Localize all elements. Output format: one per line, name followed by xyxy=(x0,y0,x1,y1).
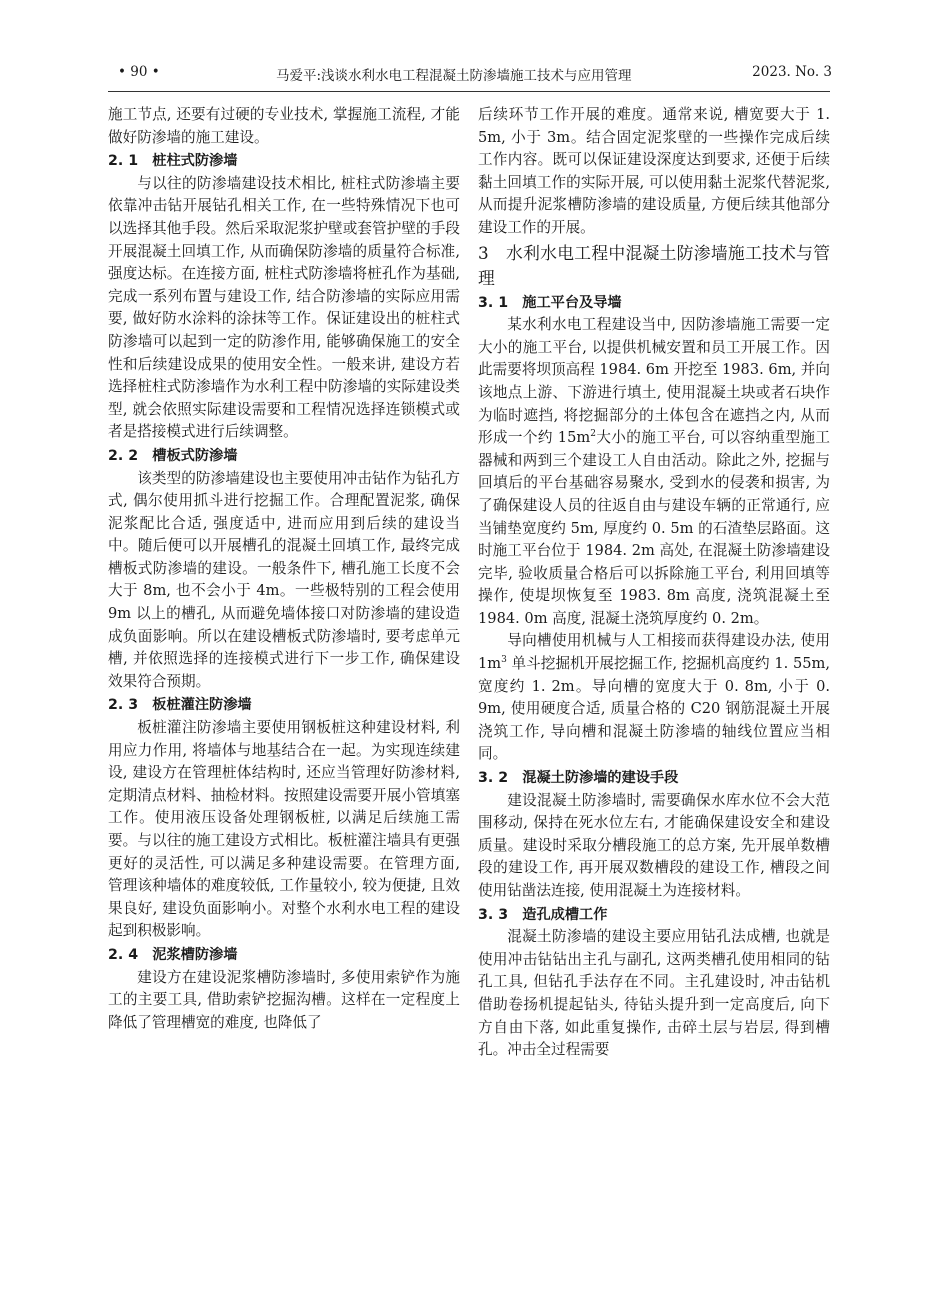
paragraph: 板桩灌注防渗墙主要使用钢板桩这种建设材料, 利用应力作用, 将墙体与地基结合在一起。为实现连续建设, 建设方在管理桩体结构时, 还应当管理好防渗材料, 定期清点材料、抽检材料。按照建设需要开展小管填塞工作。使用液压设备处理钢板桩, 以满足后续施工需要。与以往的施工建设方式相比。板桩灌注墙具有更强更好的灵活性, 可以满足多种建设需要。在管理方面, 管理该种墙体的难度较低, 工作量较小, 较为便捷, 且效果良好, 建设负面影响小。对整个水利水电工程的建设起到积极影响。 xyxy=(108,719,460,940)
paragraph: 混凝土防渗墙的建设主要应用钻孔法成槽, 也就是使用冲击钻钻出主孔与副孔, 这两类槽孔使用相同的钻孔工具, 但钻孔手法存在不同。主孔建设时, 冲击钻机借助卷扬机提起钻头, 待钻头提升到一定高度后, 向下方自由下落, 如此重复操作, 击碎土层与岩层, 得到槽孔。冲击全过程需要 xyxy=(478,928,830,1059)
paragraph xyxy=(478,630,830,766)
issue-label: 2023. No. 3 xyxy=(752,64,832,80)
running-header xyxy=(108,64,832,86)
text-run: 大小的施工平台, 可以容纳重型施工器械和两到三个建设工人自由活动。除此之外, 挖掘与回填后的平台基础容易聚水, 受到水的侵袭和损害, 为了确保建设人员的往返自由与建设车辆的正常通行, 应当铺垫宽度约 5m, 厚度约 0. 5m 的石渣垫层路面。这时施工平台位于 1984. 2m 高处, 在混凝土防渗墙建设完毕, 验收质量合格后可以拆除施工平台, 利用回填等操作, 使堤坝恢复至 1983. 8m 高度, 浇筑混凝土至 1984. 0m 高度, 混凝土浇筑厚度约 0. 2m。 xyxy=(478,429,830,627)
left-column xyxy=(108,104,460,1034)
paragraph: 建设混凝土防渗墙时, 需要确保水库水位不会大范围移动, 保持在死水位左右, 才能确保建设安全和建设质量。建设时采取分槽段施工的总方案, 先开展单数槽段的建设工作, 再开展双数槽段的建设工作, 槽段之间使用钻凿法连接, 使用混凝土为连接材料。 xyxy=(478,791,830,899)
text-run: 单斗挖掘机开展挖掘工作, 挖掘机高度约 1. 55m, 宽度约 1. 2m。导向槽的宽度大于 0. 8m, 小于 0. 9m, 使用硬度合适, 质量合格的 C20 钢筋混凝土开展浇筑工作, 导向槽和混凝土防渗墙的轴线位置应当相同。 xyxy=(478,655,830,763)
text-run: 某水利水电工程建设当中, 因防渗墙施工需要一定大小的施工平台, 以提供机械安置和员工开展工作。因此需要将坝顶高程 1984. 6m 开挖至 1983. 6m, 并向该地点上游、下游进行填土, 使用混凝土块或者石块作为临时遮挡, 将挖掘部分的土体包含在遮挡之内, 从而形成一个约 15m xyxy=(478,316,830,447)
section-heading-2-2: 2. 2 槽板式防渗墙 xyxy=(108,447,238,464)
paragraph: 该类型的防渗墙建设也主要使用冲击钻作为钻孔方式, 偶尔使用抓斗进行挖掘工作。合理配置泥浆, 确保泥浆配比合适, 强度适中, 进而应用到后续的建设当中。随后便可以开展槽孔的混凝土回填工作, 最终完成槽板式防渗墙的建设。一般条件下, 槽孔施工长度不会大于 8m, 也不会小于 4m。一些极特别的工程会使用 9m 以上的槽孔, 从而避免墙体接口对防渗墙的建设造成负面影响。所以在建设槽板式防渗墙时, 要考虑单元槽, 并依照选择的连接模式进行下一步工作, 确保建设效果符合预期。 xyxy=(108,469,460,690)
paragraph: 后续环节工作开展的难度。通常来说, 槽宽要大于 1. 5m, 小于 3m。结合固定泥浆壁的一些操作完成后续工作内容。既可以保证建设深度达到要求, 还便于后续黏土回填工作的实际开展, 可以使用黏土泥浆代替泥浆, 从而提升泥浆槽防渗墙的建设质量, 方便后续其他部分建设工作的开展。 xyxy=(478,106,830,236)
section-heading-3-2: 3. 2 混凝土防渗墙的建设手段 xyxy=(478,770,679,787)
page-number: • 90 • xyxy=(118,64,160,80)
section-heading-3-3: 3. 3 造孔成槽工作 xyxy=(478,906,608,923)
paragraph xyxy=(478,314,830,630)
header-rule xyxy=(108,91,830,92)
section-heading-3-1: 3. 1 施工平台及导墙 xyxy=(478,294,622,311)
paragraph: 建设方在建设泥浆槽防渗墙时, 多使用索铲作为施工的主要工具, 借助索铲挖掘沟槽。这样在一定程度上降低了管理槽宽的难度, 也降低了 xyxy=(108,968,460,1031)
section-heading-2-4: 2. 4 泥浆槽防渗墙 xyxy=(108,946,238,963)
paragraph: 施工节点, 还要有过硬的专业技术, 掌握施工流程, 才能做好防渗墙的施工建设。 xyxy=(108,106,460,146)
superscript: 3 xyxy=(501,655,507,666)
superscript: 2 xyxy=(590,429,596,440)
text-run: 导向槽使用机械与人工相接而获得建设办法, 使用 1m xyxy=(478,632,830,673)
section-heading-2-3: 2. 3 板桩灌注防渗墙 xyxy=(108,697,252,714)
running-title: 马爱平:浅谈水利水电工程混凝土防渗墙施工技术与应用管理 xyxy=(276,68,632,84)
section-heading-3: 3 水利水电工程中混凝土防渗墙施工技术与管理 xyxy=(478,242,830,288)
paragraph: 与以往的防渗墙建设技术相比, 桩柱式防渗墙主要依靠冲击钻开展钻孔相关工作, 在一些特殊情况下也可以选择其他手段。然后采取泥浆护壁或套管护壁的手段开展混凝土回填工作, 从而确保防渗墙的质量符合标准, 强度达标。在连接方面, 桩柱式防渗墙将桩孔作为基础, 完成一系列布置与建设工作, 结合防渗墙的实际应用需要, 做好防水涂料的涂抹等工作。保证建设出的桩柱式防渗墙可以起到一定的防渗作用, 能够确保施工的安全性和后续建设成果的使用安全性。一般来讲, 建设方若选择桩柱式防渗墙作为水利工程中防渗墙的实际建设类型, 就会依照实际建设需要和工程情况选择连锁模式或者是搭接模式进行后续调整。 xyxy=(108,174,460,441)
right-column xyxy=(478,104,830,1062)
section-heading-2-1: 2. 1 桩柱式防渗墙 xyxy=(108,153,238,170)
